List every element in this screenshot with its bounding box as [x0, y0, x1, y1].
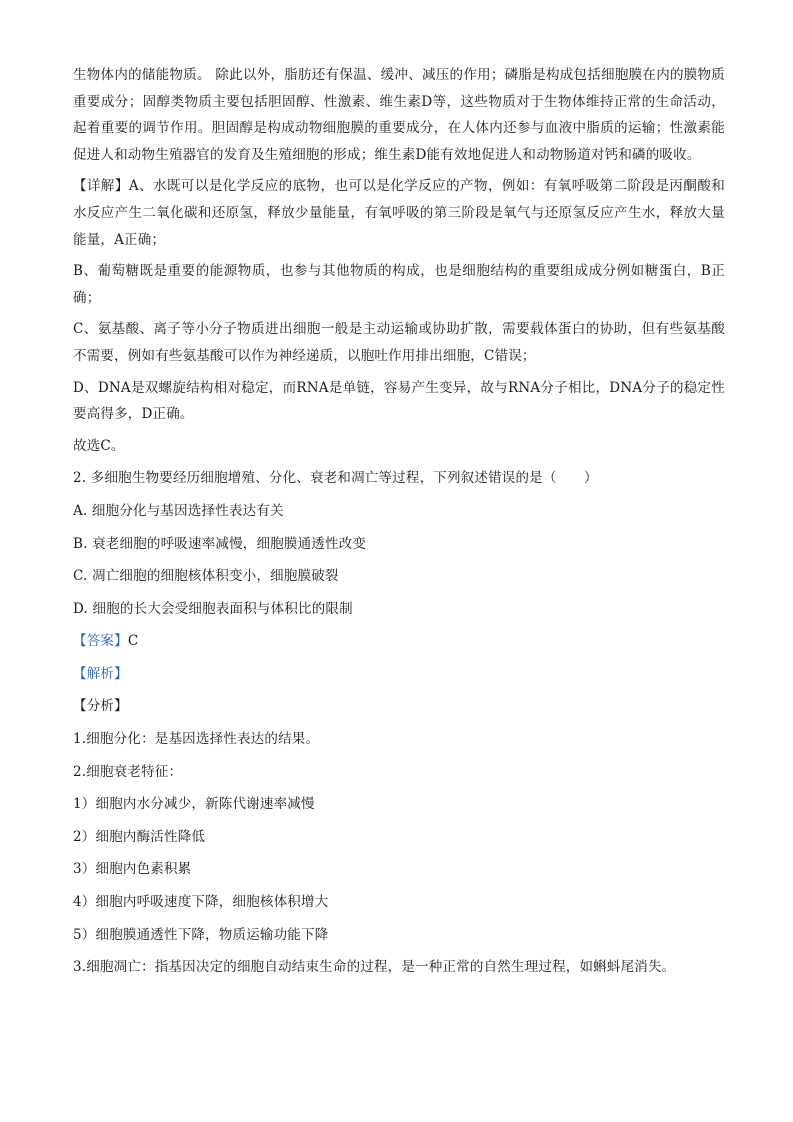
- option-a: A. 细胞分化与基因选择性表达有关: [73, 502, 284, 519]
- point-2: 2.细胞衰老特征：: [73, 763, 183, 780]
- point-2-1: 1）细胞内水分减少，新陈代谢速率减慢: [73, 796, 315, 813]
- point-3: 3.细胞凋亡：指基因决定的细胞自动结束生命的过程，是一种正常的自然生理过程，如蝌蚪尾消失。: [73, 959, 676, 976]
- answer-label: 【答案】: [73, 633, 128, 650]
- answer-row: [73, 628, 725, 655]
- conclusion: 故选C。: [73, 437, 125, 454]
- option-b: B. 衰老细胞的呼吸速率减慢，细胞膜通透性改变: [73, 535, 367, 552]
- point-2-5: 5）细胞膜通透性下降，物质运输功能下降: [73, 926, 329, 943]
- point-2-4: 4）细胞内呼吸速度下降，细胞核体积增大: [73, 894, 329, 911]
- analysis-label: 【解析】: [73, 665, 128, 682]
- answer-value: C: [127, 633, 139, 650]
- fenxi-label: 【分析】: [73, 698, 128, 715]
- detail-c: C、氨基酸、离子等小分子物质进出细胞一般是主动运输或协助扩散，需要载体蛋白的协助，但有些氨基酸不需要，例如有些氨基酸可以作为神经递质，以胞吐作用排出细胞，C错误；: [73, 321, 725, 364]
- point-1: 1.细胞分化：是基因选择性表达的结果。: [73, 731, 320, 748]
- detail-a: 【详解】A、水既可以是化学反应的底物，也可以是化学反应的产物，例如：有氧呼吸第二阶段是丙酮酸和水反应产生二氧化碳和还原氢，释放少量能量，有氧呼吸的第三阶段是氧气与还原氢反应产生水，释放大量能量，A正确；: [73, 178, 725, 248]
- point-2-2: 2）细胞内酶活性降低: [73, 828, 206, 845]
- document-page: [73, 62, 725, 987]
- detail-b: B、葡萄糖既是重要的能源物质，也参与其他物质的构成，也是细胞结构的重要组成成分例如糖蛋白，B正确；: [73, 263, 725, 306]
- option-d: D. 细胞的长大会受细胞表面积与体积比的限制: [73, 600, 353, 617]
- option-c: C. 凋亡细胞的细胞核体积变小，细胞膜破裂: [73, 568, 339, 585]
- detail-d: D、DNA是双螺旋结构相对稳定，而RNA是单链，容易产生变异，故与RNA分子相比，DNA分子的稳定性要高得多，D正确。: [73, 379, 725, 423]
- question-2-stem: 2. 多细胞生物要经历细胞增殖、分化、衰老和凋亡等过程，下列叙述错误的是（ ）: [73, 470, 598, 487]
- intro-paragraph: 生物体内的储能物质。 除此以外，脂肪还有保温、缓冲、减压的作用；磷脂是构成包括细胞膜在内的膜物质重要成分；固醇类物质主要包括胆固醇、性激素、维生素D等，这些物质对于生物体维持正常的生命活动，起着重要的调节作用。胆固醇是构成动物细胞膜的重要成分，在人体内还参与血液中脂质的运输；性激素能促进人和动物生殖器官的发育及生殖细胞的形成；维生素D能有效地促进人和动物肠道对钙和磷的吸收。: [73, 67, 725, 163]
- point-2-3: 3）细胞内色素积累: [73, 861, 192, 878]
